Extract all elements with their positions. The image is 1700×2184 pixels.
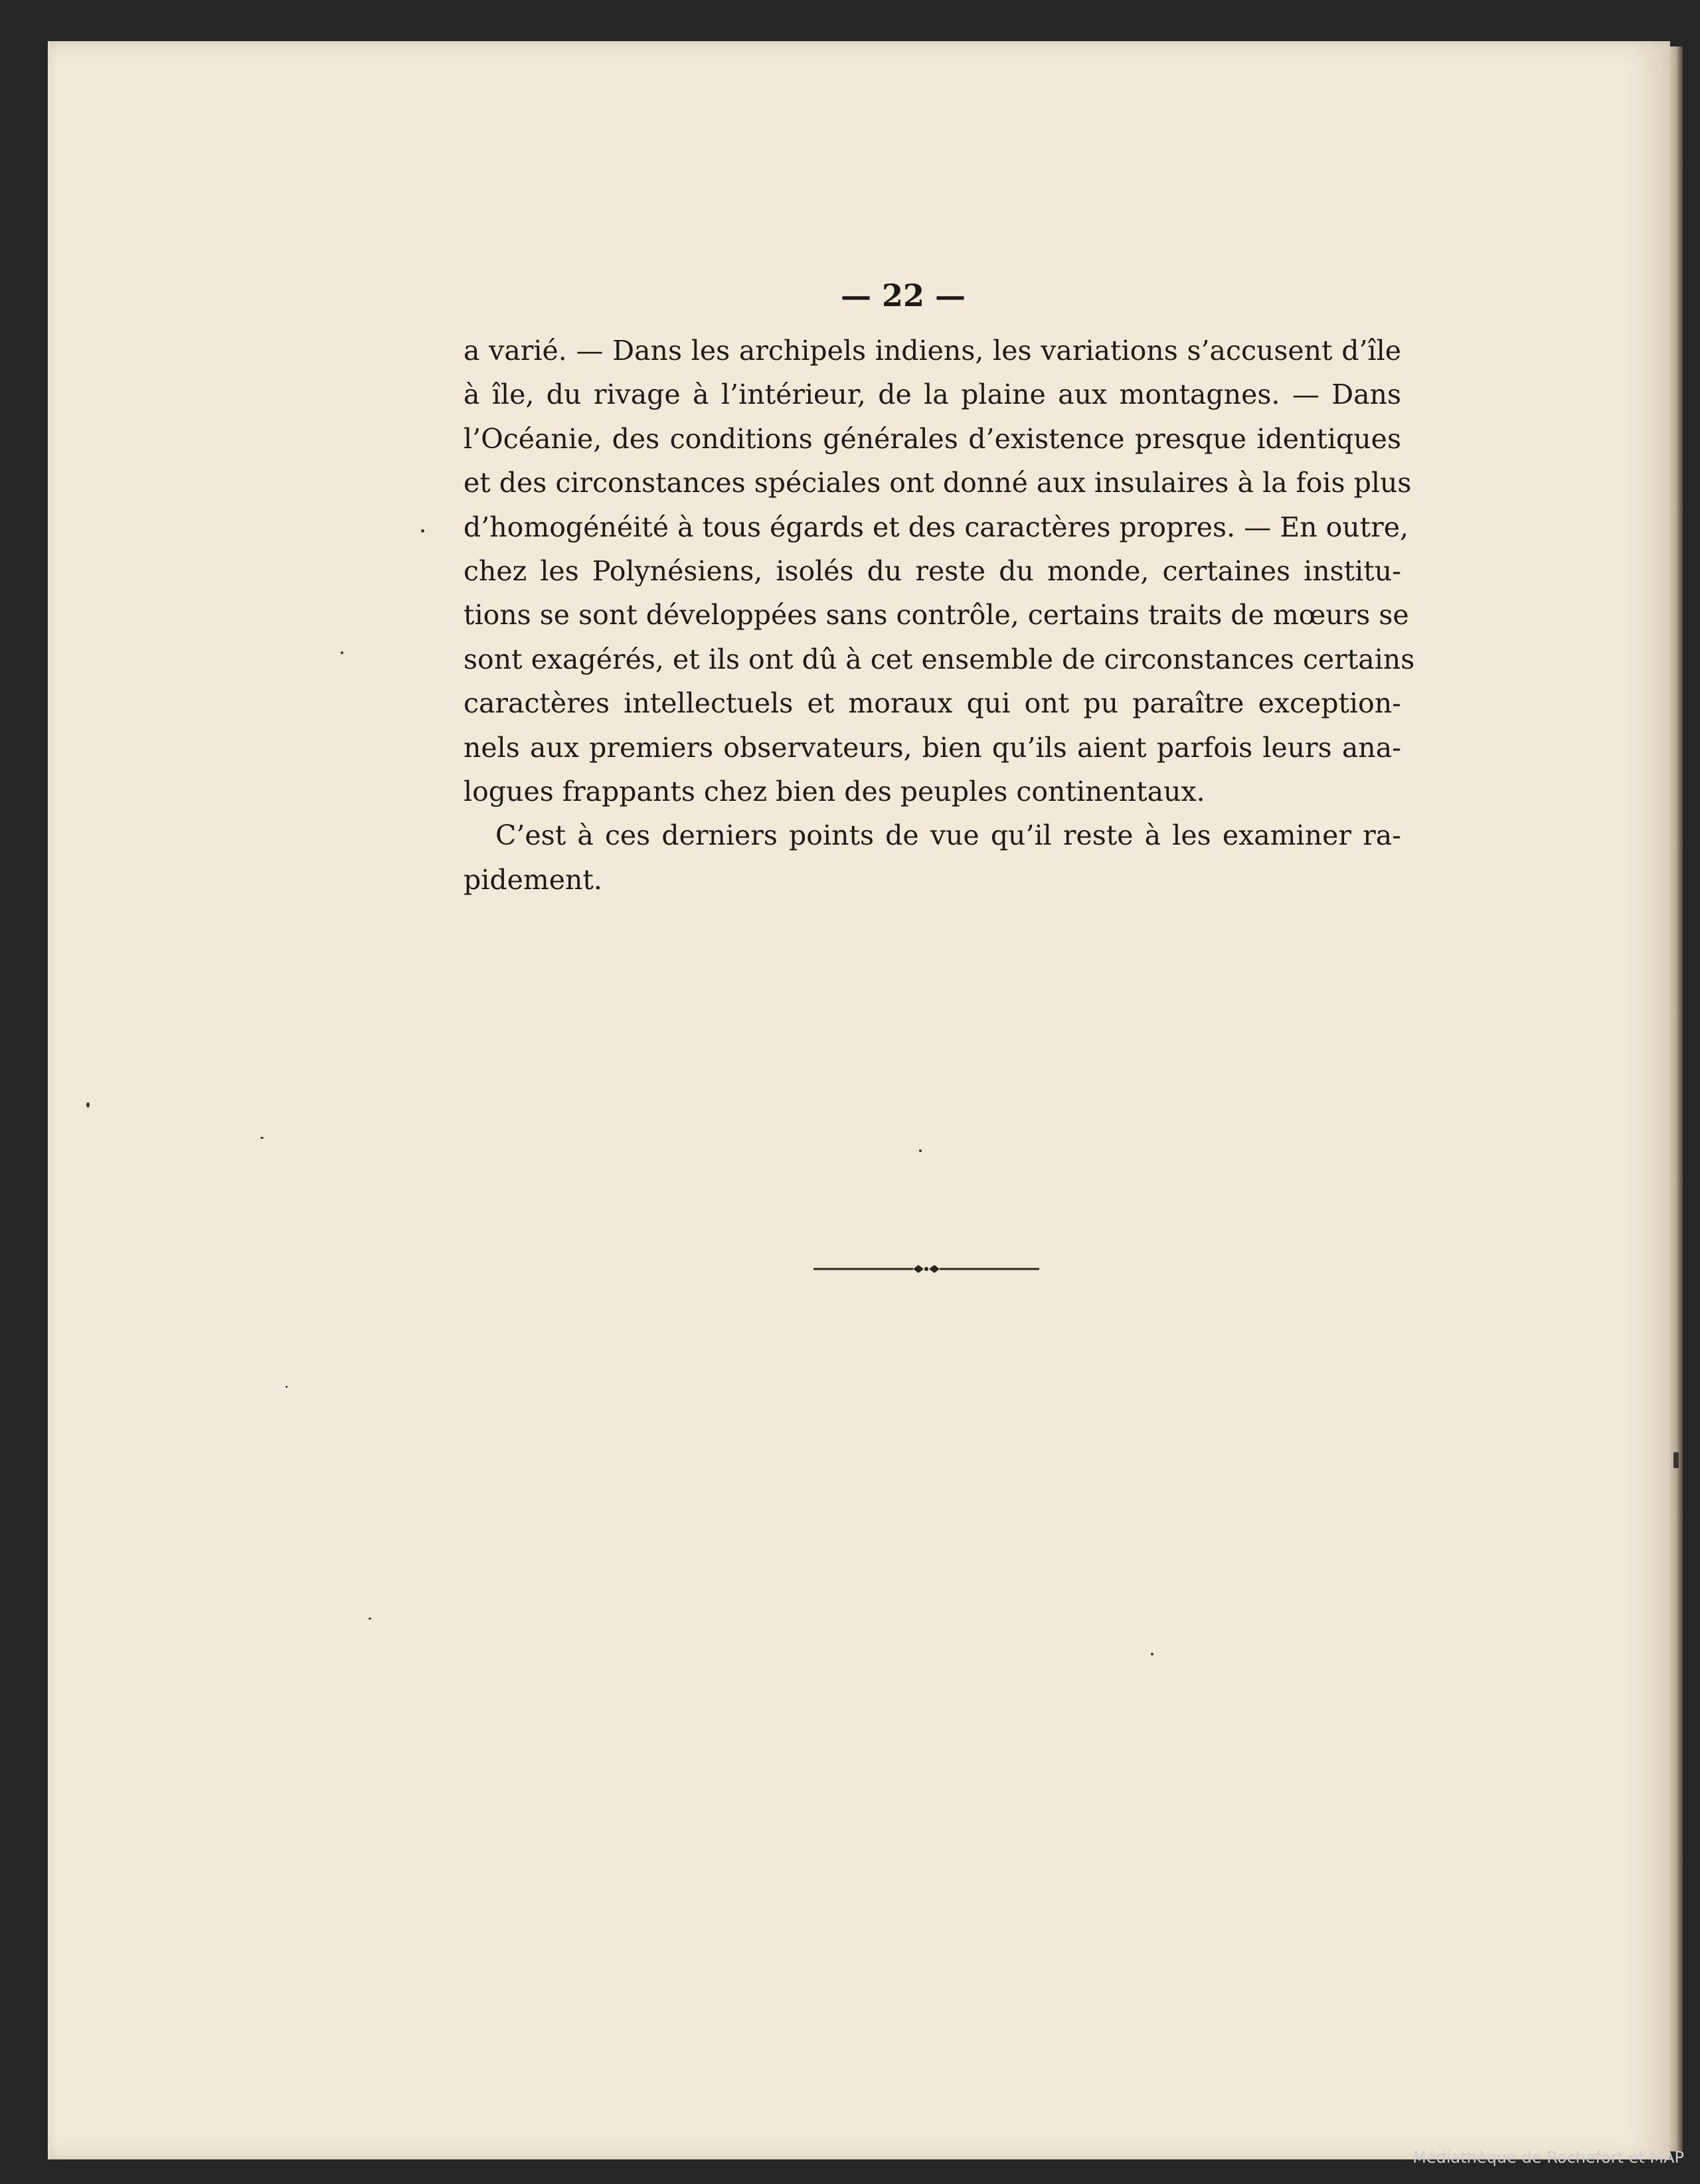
text-line: et des circonstances spéciales ont donné aux insulaires à la fois plus: [464, 467, 1412, 499]
text-line: l’Océanie, des conditions générales d’existence presque identiques: [464, 422, 1401, 455]
text-line: d’homogénéité à tous égards et des caractères propres. — En outre,: [464, 511, 1409, 543]
paper-speck: [421, 529, 424, 533]
text-line: C’est à ces derniers points de vue qu’il reste à les examiner ra-: [495, 819, 1401, 852]
text-line: pidement.: [464, 863, 602, 896]
text-line: nels aux premiers observateurs, bien qu’ils aient parfois leurs ana-: [464, 731, 1401, 764]
text-line: sont exagérés, et ils ont dû à cet ensemble de circonstances certains: [464, 643, 1415, 675]
ornament-divider: [813, 1259, 1039, 1279]
text-line: a varié. — Dans les archipels indiens, les variations s’accusent d’île: [464, 335, 1401, 367]
page-number: — 22 —: [840, 278, 966, 313]
body-text: [464, 329, 1415, 902]
paper-speck: [369, 1618, 371, 1620]
paper-speck: [286, 1386, 288, 1388]
text-line: caractères intellectuels et moraux qui ont pu paraître exception-: [464, 687, 1401, 720]
text-line: chez les Polynésiens, isolés du reste du monde, certaines institu-: [464, 554, 1401, 587]
paper-speck: [260, 1137, 264, 1139]
text-line: tions se sont développées sans contrôle, certains traits de mœurs se: [464, 599, 1409, 631]
paper-speck: [1151, 1653, 1153, 1655]
paper-speck: [341, 651, 343, 654]
paper-speck: [919, 1149, 922, 1152]
text-line: à île, du rivage à l’intérieur, de la plaine aux montagnes. — Dans: [464, 378, 1401, 411]
text-line: logues frappants chez bien des peuples continentaux.: [464, 775, 1205, 807]
paper-speck: [1673, 1452, 1679, 1468]
image-credit: Médiathèque de Rochefort et MAP: [1412, 2148, 1684, 2167]
paper-speck: [86, 1102, 90, 1108]
